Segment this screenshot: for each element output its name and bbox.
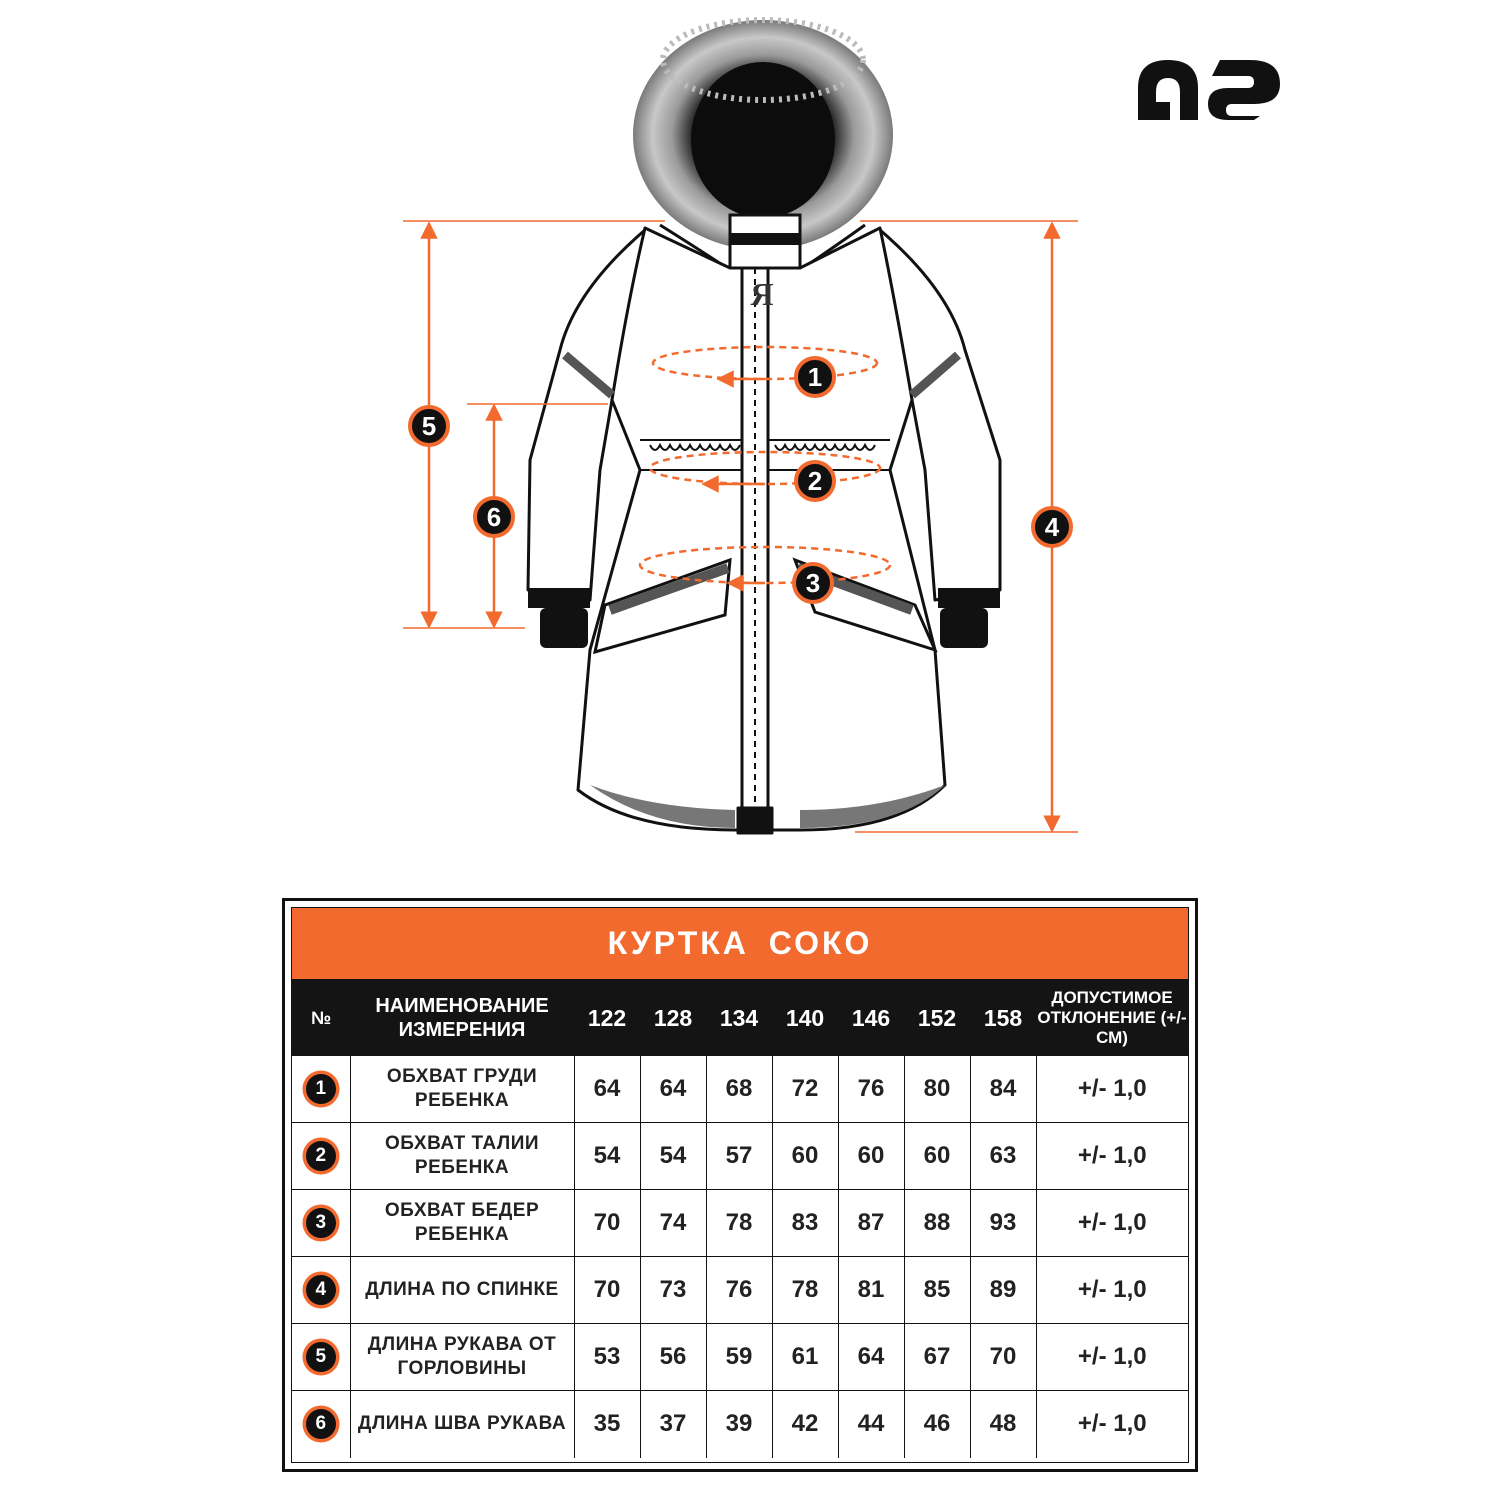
- size-value: 80: [904, 1056, 970, 1123]
- marker-3-label: 3: [805, 568, 821, 598]
- tolerance-value: +/- 1,0: [1036, 1056, 1188, 1123]
- size-value: 64: [574, 1056, 640, 1123]
- row-number: [292, 1123, 350, 1190]
- size-value: 56: [640, 1324, 706, 1391]
- measurement-name: ОБХВАТ ГРУДИ РЕБЕНКА: [350, 1056, 574, 1123]
- header-tolerance: ДОПУСТИМОЕ ОТКЛОНЕНИЕ (+/-СМ): [1036, 981, 1188, 1056]
- size-value: 70: [574, 1257, 640, 1324]
- marker-5: [410, 407, 448, 445]
- measurement-name: ДЛИНА ШВА РУКАВА: [350, 1391, 574, 1458]
- tolerance-value: +/- 1,0: [1036, 1190, 1188, 1257]
- size-value: 48: [970, 1391, 1036, 1458]
- marker-5-label: 5: [421, 411, 437, 441]
- brand-logo: [1130, 48, 1290, 128]
- header-size: 152: [904, 981, 970, 1056]
- size-value: 93: [970, 1190, 1036, 1257]
- jacket-body: [528, 228, 1000, 833]
- header-size: 146: [838, 981, 904, 1056]
- marker-2-label: 2: [807, 466, 823, 496]
- size-chart: [282, 898, 1198, 1472]
- marker-1-label: 1: [807, 362, 823, 392]
- size-value: 46: [904, 1391, 970, 1458]
- size-value: 42: [772, 1391, 838, 1458]
- row-number: [292, 1257, 350, 1324]
- size-value: 63: [970, 1123, 1036, 1190]
- measurement-name: ДЛИНА РУКАВА ОТ ГОРЛОВИНЫ: [350, 1324, 574, 1391]
- table-row: [292, 1123, 1188, 1190]
- row-number: [292, 1190, 350, 1257]
- row-badge: 3: [306, 1208, 336, 1238]
- size-value: 72: [772, 1056, 838, 1123]
- size-value: 76: [706, 1257, 772, 1324]
- size-value: 61: [772, 1324, 838, 1391]
- row-badge: 2: [306, 1141, 336, 1171]
- size-value: 87: [838, 1190, 904, 1257]
- size-value: 57: [706, 1123, 772, 1190]
- row-number: [292, 1056, 350, 1123]
- size-value: 64: [640, 1056, 706, 1123]
- size-value: 76: [838, 1056, 904, 1123]
- marker-4-label: 4: [1044, 512, 1060, 542]
- svg-text:Я: Я: [750, 276, 774, 312]
- row-number: [292, 1324, 350, 1391]
- marker-2: [796, 462, 834, 500]
- header-size: 134: [706, 981, 772, 1056]
- header-name: НАИМЕНОВАНИЕ ИЗМЕРЕНИЯ: [350, 981, 574, 1056]
- marker-3: [794, 564, 832, 602]
- row-number: [292, 1391, 350, 1458]
- table-row: [292, 1257, 1188, 1324]
- tolerance-value: +/- 1,0: [1036, 1324, 1188, 1391]
- table-row: [292, 1056, 1188, 1123]
- size-value: 64: [838, 1324, 904, 1391]
- measurement-name: ДЛИНА ПО СПИНКЕ: [350, 1257, 574, 1324]
- table-row: [292, 1190, 1188, 1257]
- size-value: 60: [838, 1123, 904, 1190]
- size-value: 78: [706, 1190, 772, 1257]
- size-value: 60: [904, 1123, 970, 1190]
- size-value: 44: [838, 1391, 904, 1458]
- size-value: 68: [706, 1056, 772, 1123]
- chest-logo-icon: [750, 276, 773, 312]
- measurement-name: ОБХВАТ БЕДЕР РЕБЕНКА: [350, 1190, 574, 1257]
- size-value: 59: [706, 1324, 772, 1391]
- row-badge: 4: [306, 1275, 336, 1305]
- row-badge: 5: [306, 1342, 336, 1372]
- size-value: 89: [970, 1257, 1036, 1324]
- size-value: 54: [640, 1123, 706, 1190]
- tolerance-value: +/- 1,0: [1036, 1123, 1188, 1190]
- size-value: 81: [838, 1257, 904, 1324]
- header-size: 128: [640, 981, 706, 1056]
- size-value: 39: [706, 1391, 772, 1458]
- marker-6-label: 6: [486, 502, 502, 532]
- size-table: [292, 981, 1188, 1458]
- size-value: 67: [904, 1324, 970, 1391]
- header-num: №: [292, 981, 350, 1056]
- tolerance-value: +/- 1,0: [1036, 1391, 1188, 1458]
- size-value: 83: [772, 1190, 838, 1257]
- header-size: 140: [772, 981, 838, 1056]
- marker-1: [796, 358, 834, 396]
- size-value: 53: [574, 1324, 640, 1391]
- marker-6: [475, 498, 513, 536]
- tolerance-value: +/- 1,0: [1036, 1257, 1188, 1324]
- header-size: 158: [970, 981, 1036, 1056]
- size-value: 85: [904, 1257, 970, 1324]
- measurement-name: ОБХВАТ ТАЛИИ РЕБЕНКА: [350, 1123, 574, 1190]
- size-value: 88: [904, 1190, 970, 1257]
- marker-4: [1033, 508, 1071, 546]
- size-value: 78: [772, 1257, 838, 1324]
- table-header-row: [292, 981, 1188, 1056]
- size-value: 60: [772, 1123, 838, 1190]
- size-value: 70: [574, 1190, 640, 1257]
- chart-title: КУРТКА СОКО: [292, 908, 1188, 981]
- size-value: 37: [640, 1391, 706, 1458]
- size-value: 74: [640, 1190, 706, 1257]
- size-value: 73: [640, 1257, 706, 1324]
- size-value: 35: [574, 1391, 640, 1458]
- row-badge: 6: [306, 1409, 336, 1439]
- size-value: 84: [970, 1056, 1036, 1123]
- row-badge: 1: [306, 1074, 336, 1104]
- size-value: 54: [574, 1123, 640, 1190]
- size-value: 70: [970, 1324, 1036, 1391]
- table-row: [292, 1391, 1188, 1458]
- table-row: [292, 1324, 1188, 1391]
- header-size: 122: [574, 981, 640, 1056]
